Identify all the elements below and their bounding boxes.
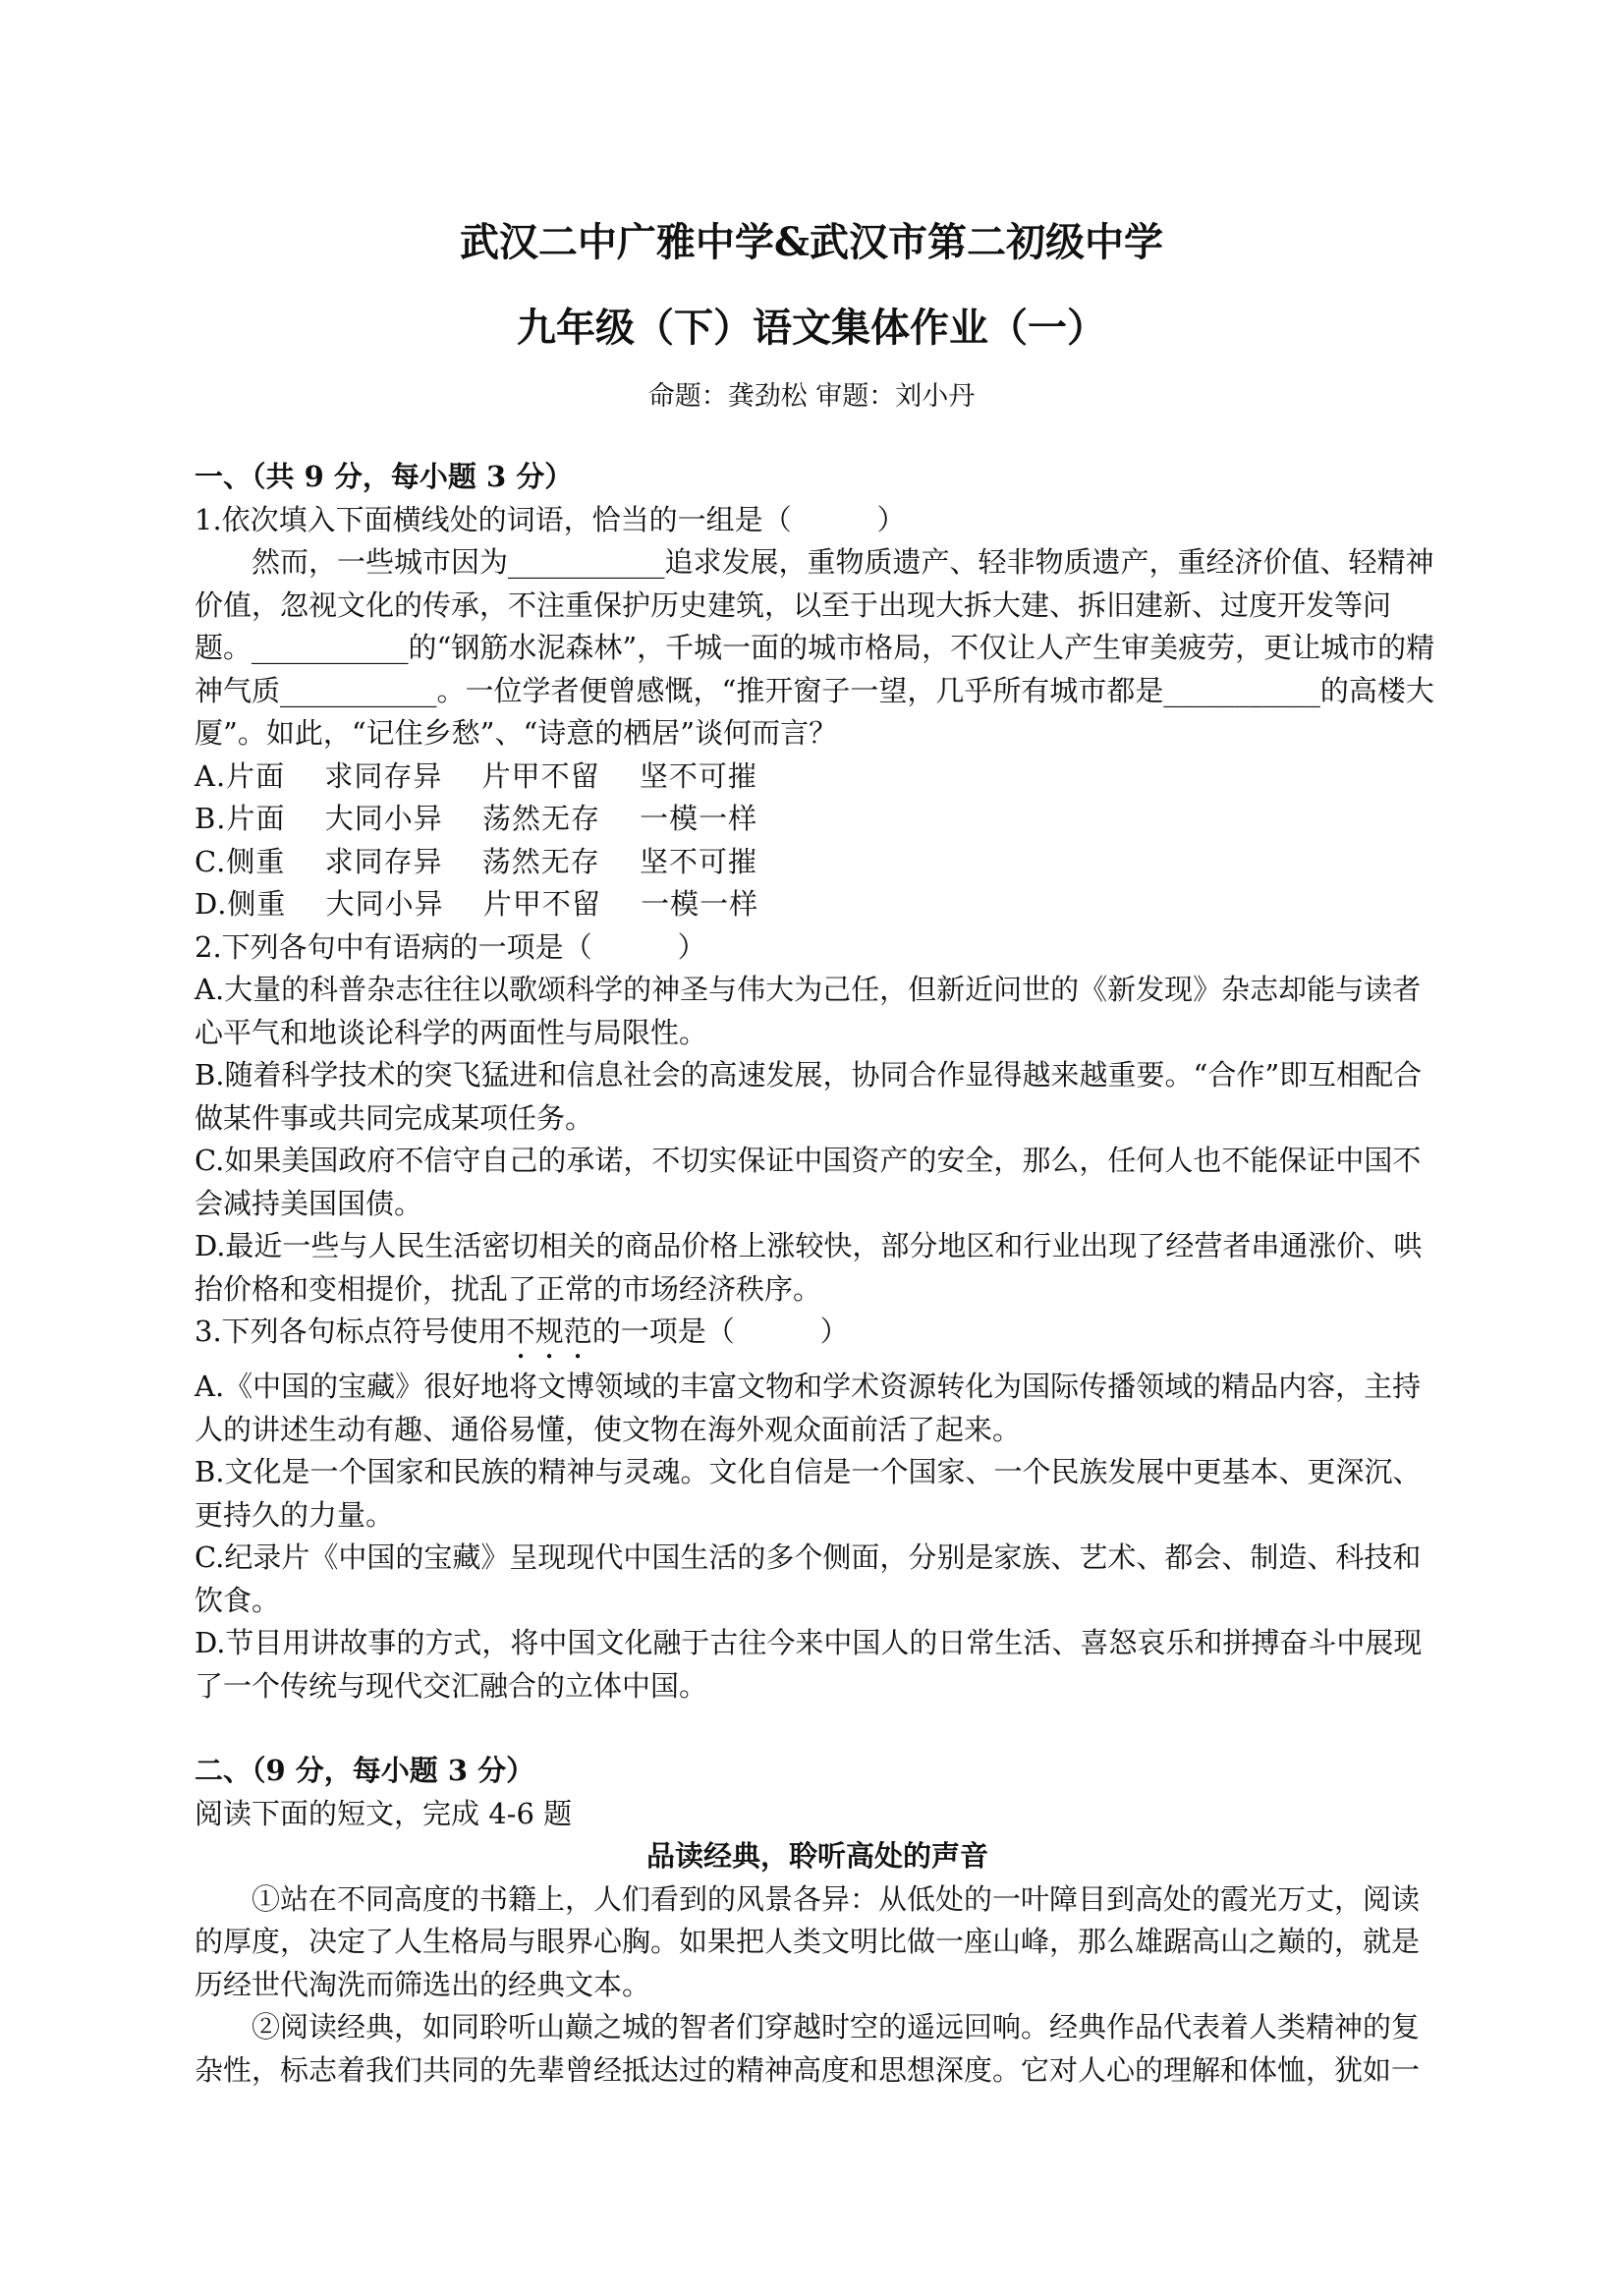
q2-option-b: B.随着科学技术的突飞猛进和信息社会的高速发展，协同合作显得越来越重要。“合作”即互相配合做某件事或共同完成某项任务。	[195, 1058, 1423, 1135]
article-paragraph-2: ②阅读经典，如同聆听山巅之城的智者们穿越时空的遥远回响。经典作品代表着人类精神的复杂性，标志着我们共同的先辈曾经抵达过的精神高度和思想深度。它对人心的理解和体恤，犹如一	[195, 2010, 1421, 2087]
q2-option-c: C.如果美国政府不信守自己的承诺，不切实保证中国资产的安全，那么，任何人也不能保证中国不会减持美国国债。	[195, 1144, 1422, 1220]
q1-option-d: D.侧重 大同小异 片甲不留 一模一样	[195, 887, 759, 921]
q1-option-b: B.片面 大同小异 荡然无存 一模一样	[195, 802, 758, 835]
authors-line: 命题：龚劲松 审题：刘小丹	[647, 381, 976, 412]
q2-stem: 2.下列各句中有语病的一项是（ ）	[195, 929, 706, 964]
q1-option-c: C.侧重 求同存异 荡然无存 坚不可摧	[195, 844, 758, 878]
q3-stem-before: 3.下列各句标点符号使用	[195, 1315, 507, 1348]
q3-stem-emphasis: 不规范	[506, 1315, 592, 1348]
section-gap	[195, 1708, 1440, 1750]
school-title: 武汉二中广雅中学&武汉市第二初级中学	[459, 219, 1164, 265]
reading-intro: 阅读下面的短文，完成 4-6 题	[195, 1796, 573, 1830]
q3-stem	[195, 1311, 1440, 1366]
q3-option-c: C.纪录片《中国的宝藏》呈现现代中国生活的多个侧面，分别是家族、艺术、都会、制造、科技和饮食。	[195, 1540, 1422, 1617]
document-body	[195, 456, 1440, 2092]
q3-option-a: A.《中国的宝藏》很好地将文博领域的丰富文物和学术资源转化为国际传播领域的精品内容，主持人的讲述生动有趣、通俗易懂，使文物在海外观众面前活了起来。	[195, 1370, 1422, 1446]
q1-passage: 然而，一些城市因为___________追求发展，重物质遗产、轻非物质遗产，重经济价值、轻精神价值，忽视文化的传承，不注重保护历史建筑，以至于出现大拆大建、拆旧建新、过度开发等问题。___________的“钢筋水泥森林”，千城一面的城市格局，不仅让人产生审美疲劳，更让城市的精神气质___________。一位学者便曾感慨，“推开窗子一望，几乎所有城市都是___________的高楼大厦”。如此，“记住乡愁”、“诗意的栖居”谈何而言？	[195, 545, 1435, 750]
q2-option-a: A.大量的科普杂志往往以歌颂科学的神圣与伟大为己任，但新近问世的《新发现》杂志却能与读者心平气和地谈论科学的两面性与局限性。	[195, 973, 1422, 1049]
q1-stem: 1.依次填入下面横线处的词语，恰当的一组是（ ）	[195, 502, 906, 536]
article-title: 品读经典，聆听高处的声音	[645, 1839, 988, 1873]
q3-option-d: D.节目用讲故事的方式，将中国文化融于古往今来中国人的日常生活、喜怒哀乐和拼搏奋斗中展现了一个传统与现代交汇融合的立体中国。	[195, 1626, 1423, 1703]
q1-option-a: A.片面 求同存异 片甲不留 坚不可摧	[195, 758, 757, 793]
assignment-title: 九年级（下）语文集体作业（一）	[517, 305, 1106, 351]
article-paragraph-1: ①站在不同高度的书籍上，人们看到的风景各异：从低处的一叶障目到高处的霞光万丈，阅读的厚度，决定了人生格局与眼界心胸。如果把人类文明比做一座山峰，那么雄踞高山之巅的，就是历经世代淘洗而筛选出的经典文本。	[195, 1881, 1421, 2001]
q3-option-b: B.文化是一个国家和民族的精神与灵魂。文化自信是一个国家、一个民族发展中更基本、更深沉、更持久的力量。	[195, 1455, 1422, 1532]
section-1-heading: 一、（共 9 分，每小题 3 分）	[195, 460, 574, 493]
section-2-heading: 二、（9 分，每小题 3 分）	[195, 1754, 535, 1787]
q3-stem-after: 的一项是（ ）	[591, 1315, 849, 1348]
q2-option-d: D.最近一些与人民生活密切相关的商品价格上涨较快，部分地区和行业出现了经营者串通涨价、哄抬价格和变相提价，扰乱了正常的市场经济秩序。	[195, 1229, 1423, 1306]
